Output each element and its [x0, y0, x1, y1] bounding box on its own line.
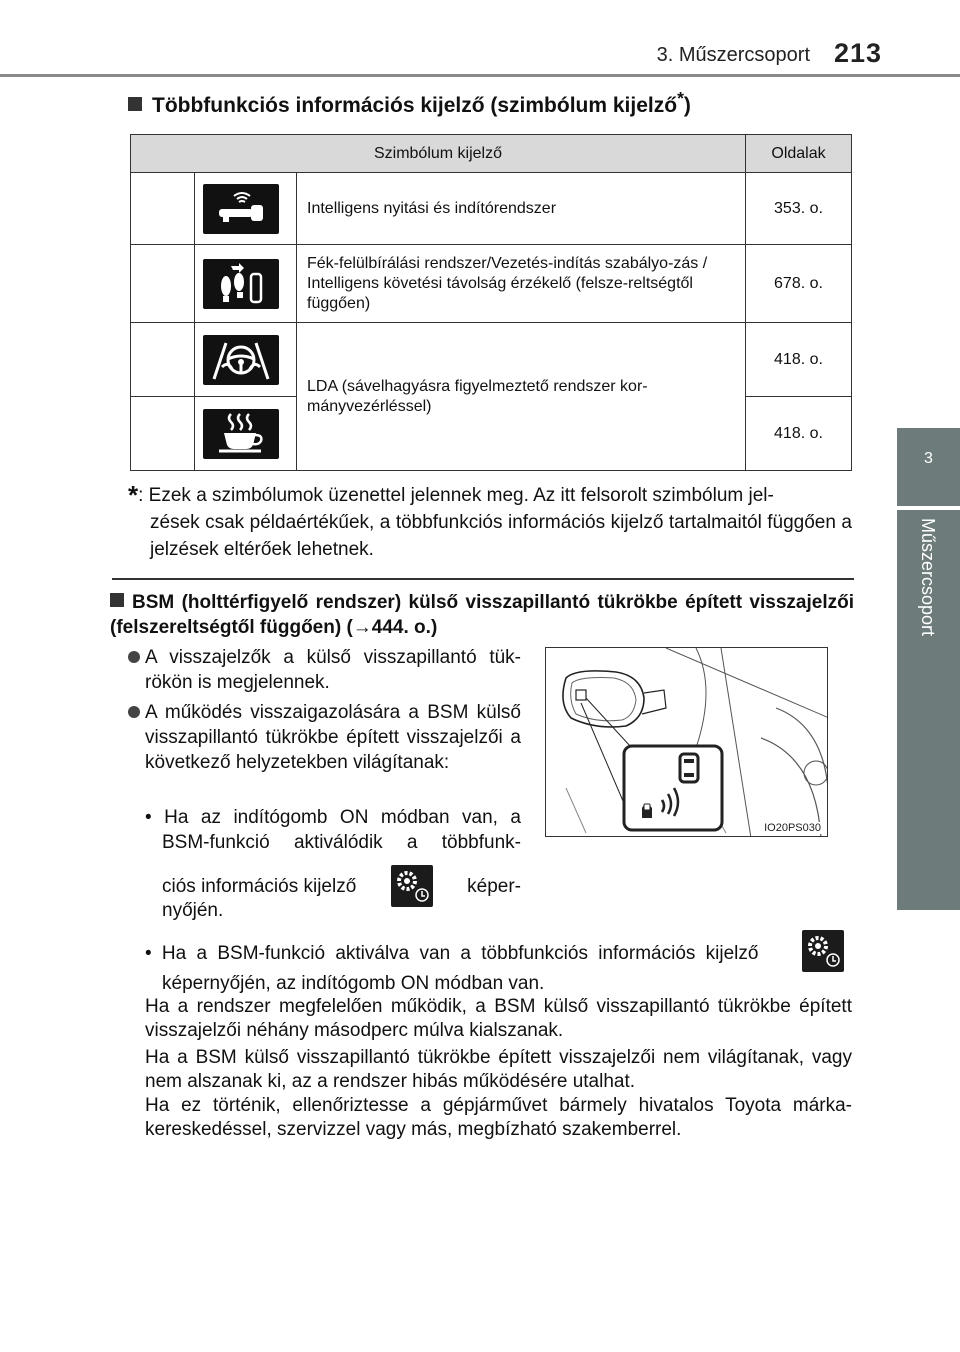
row-description: Fék-felülbírálási rendszer/Vezetés-indítás szabályo-zás / Intelligens követési távolság érzékelő (felsze-reltségtől függően) — [297, 245, 746, 323]
section-title-close: ) — [683, 94, 691, 117]
header-symbol: Szimbólum kijelző — [131, 135, 746, 173]
round-bullet-icon — [128, 706, 140, 718]
paragraph: Ha ez történik, ellenőriztesse a gépjárművet bármely hivatalos Toyota márka-kereskedéssel, szervizzel vagy más, megbízható szakemberrel. — [145, 1095, 852, 1140]
settings-gear-icon — [391, 865, 433, 907]
table-row — [131, 173, 852, 245]
figure-code: IO20PS030 — [764, 822, 821, 834]
arrow-icon: → — [352, 617, 372, 638]
list-item: A visszajelzők a külső visszapillantó tük-rökön is megjelennek. — [128, 645, 521, 695]
table-row — [131, 245, 852, 323]
footnote-star: * — [677, 88, 684, 108]
paragraph: Ha a BSM külső visszapillantó tükrökbe épített visszajelzői nem világítanak, vagy nem alszanak ki, az a rendszer hibás működésére utalhat. — [145, 1047, 852, 1092]
running-header-section: 3. Műszercsoport — [656, 44, 810, 66]
footnote: *: Ezek a szimbólumok üzenettel jelennek meg. Az itt felsorolt szimbólum jel- zések csak példaértékűek, a többfunkciós információs kijelző tartalmaitól függően a jelzések eltérőek lehetnek. — [128, 482, 852, 563]
smart-key-icon — [203, 184, 279, 234]
footnote-continuation: zések csak példaértékűek, a többfunkciós információs kijelző tartalmaitól függően a jelzések eltérőek lehetnek. — [150, 512, 852, 560]
footnote-star: * — [128, 480, 139, 510]
row-page: 678. o. — [746, 245, 852, 323]
sub-item-2: • Ha a BSM-funkció aktiválva van a többfunkciós információs kijelző — [145, 942, 759, 964]
list-item: A működés visszaigazolására a BSM külső visszapillantó tükrökbe épített visszajelzői a következő helyzetekben világítanak: — [128, 700, 521, 775]
row-description: Intelligens nyitási és indítórendszer — [297, 173, 746, 245]
section-divider — [112, 578, 854, 580]
section-title-text: Többfunkciós információs kijelző (szimbólum kijelző — [152, 94, 678, 117]
bsm-section-title: BSM (holttérfigyelő rendszer) külső visszapillantó tükrökbe épített visszajelzői (felszereltségtől függően) (→444. o.) — [110, 592, 854, 638]
square-bullet-icon — [128, 97, 142, 111]
row-page: 418. o. — [746, 323, 852, 397]
brake-override-icon — [203, 259, 279, 309]
section-title — [128, 88, 691, 118]
round-bullet-icon — [128, 651, 140, 663]
header-rule — [0, 74, 960, 77]
settings-gear-icon — [802, 930, 844, 972]
row-description: LDA (sávelhagyásra figyelmeztető rendszer kor-mányvezérléssel) — [297, 323, 746, 471]
chapter-tab-label: Műszercsoport — [918, 518, 938, 637]
paragraph: Ha a rendszer megfelelően működik, a BSM külső visszapillantó tükrökbe épített visszajelzői néhány másodperc múlva kialszanak. — [145, 996, 852, 1041]
row-page: 353. o. — [746, 173, 852, 245]
bsm-mirror-illustration — [545, 647, 828, 837]
square-bullet-icon — [110, 593, 124, 607]
row-page: 418. o. — [746, 397, 852, 471]
page-reference: 444. o.) — [371, 617, 438, 638]
chapter-tab-number: 3 — [897, 428, 960, 506]
table-header-row — [131, 135, 852, 173]
sub-item-1: • Ha az indítógomb ON módban van, a — [145, 807, 521, 828]
page-number: 213 — [833, 38, 882, 68]
chapter-tab — [897, 510, 960, 910]
symbol-table — [130, 134, 852, 471]
header-pages: Oldalak — [746, 135, 852, 173]
table-row — [131, 323, 852, 397]
lda-steering-icon — [203, 335, 279, 385]
coffee-cup-icon — [203, 409, 279, 459]
